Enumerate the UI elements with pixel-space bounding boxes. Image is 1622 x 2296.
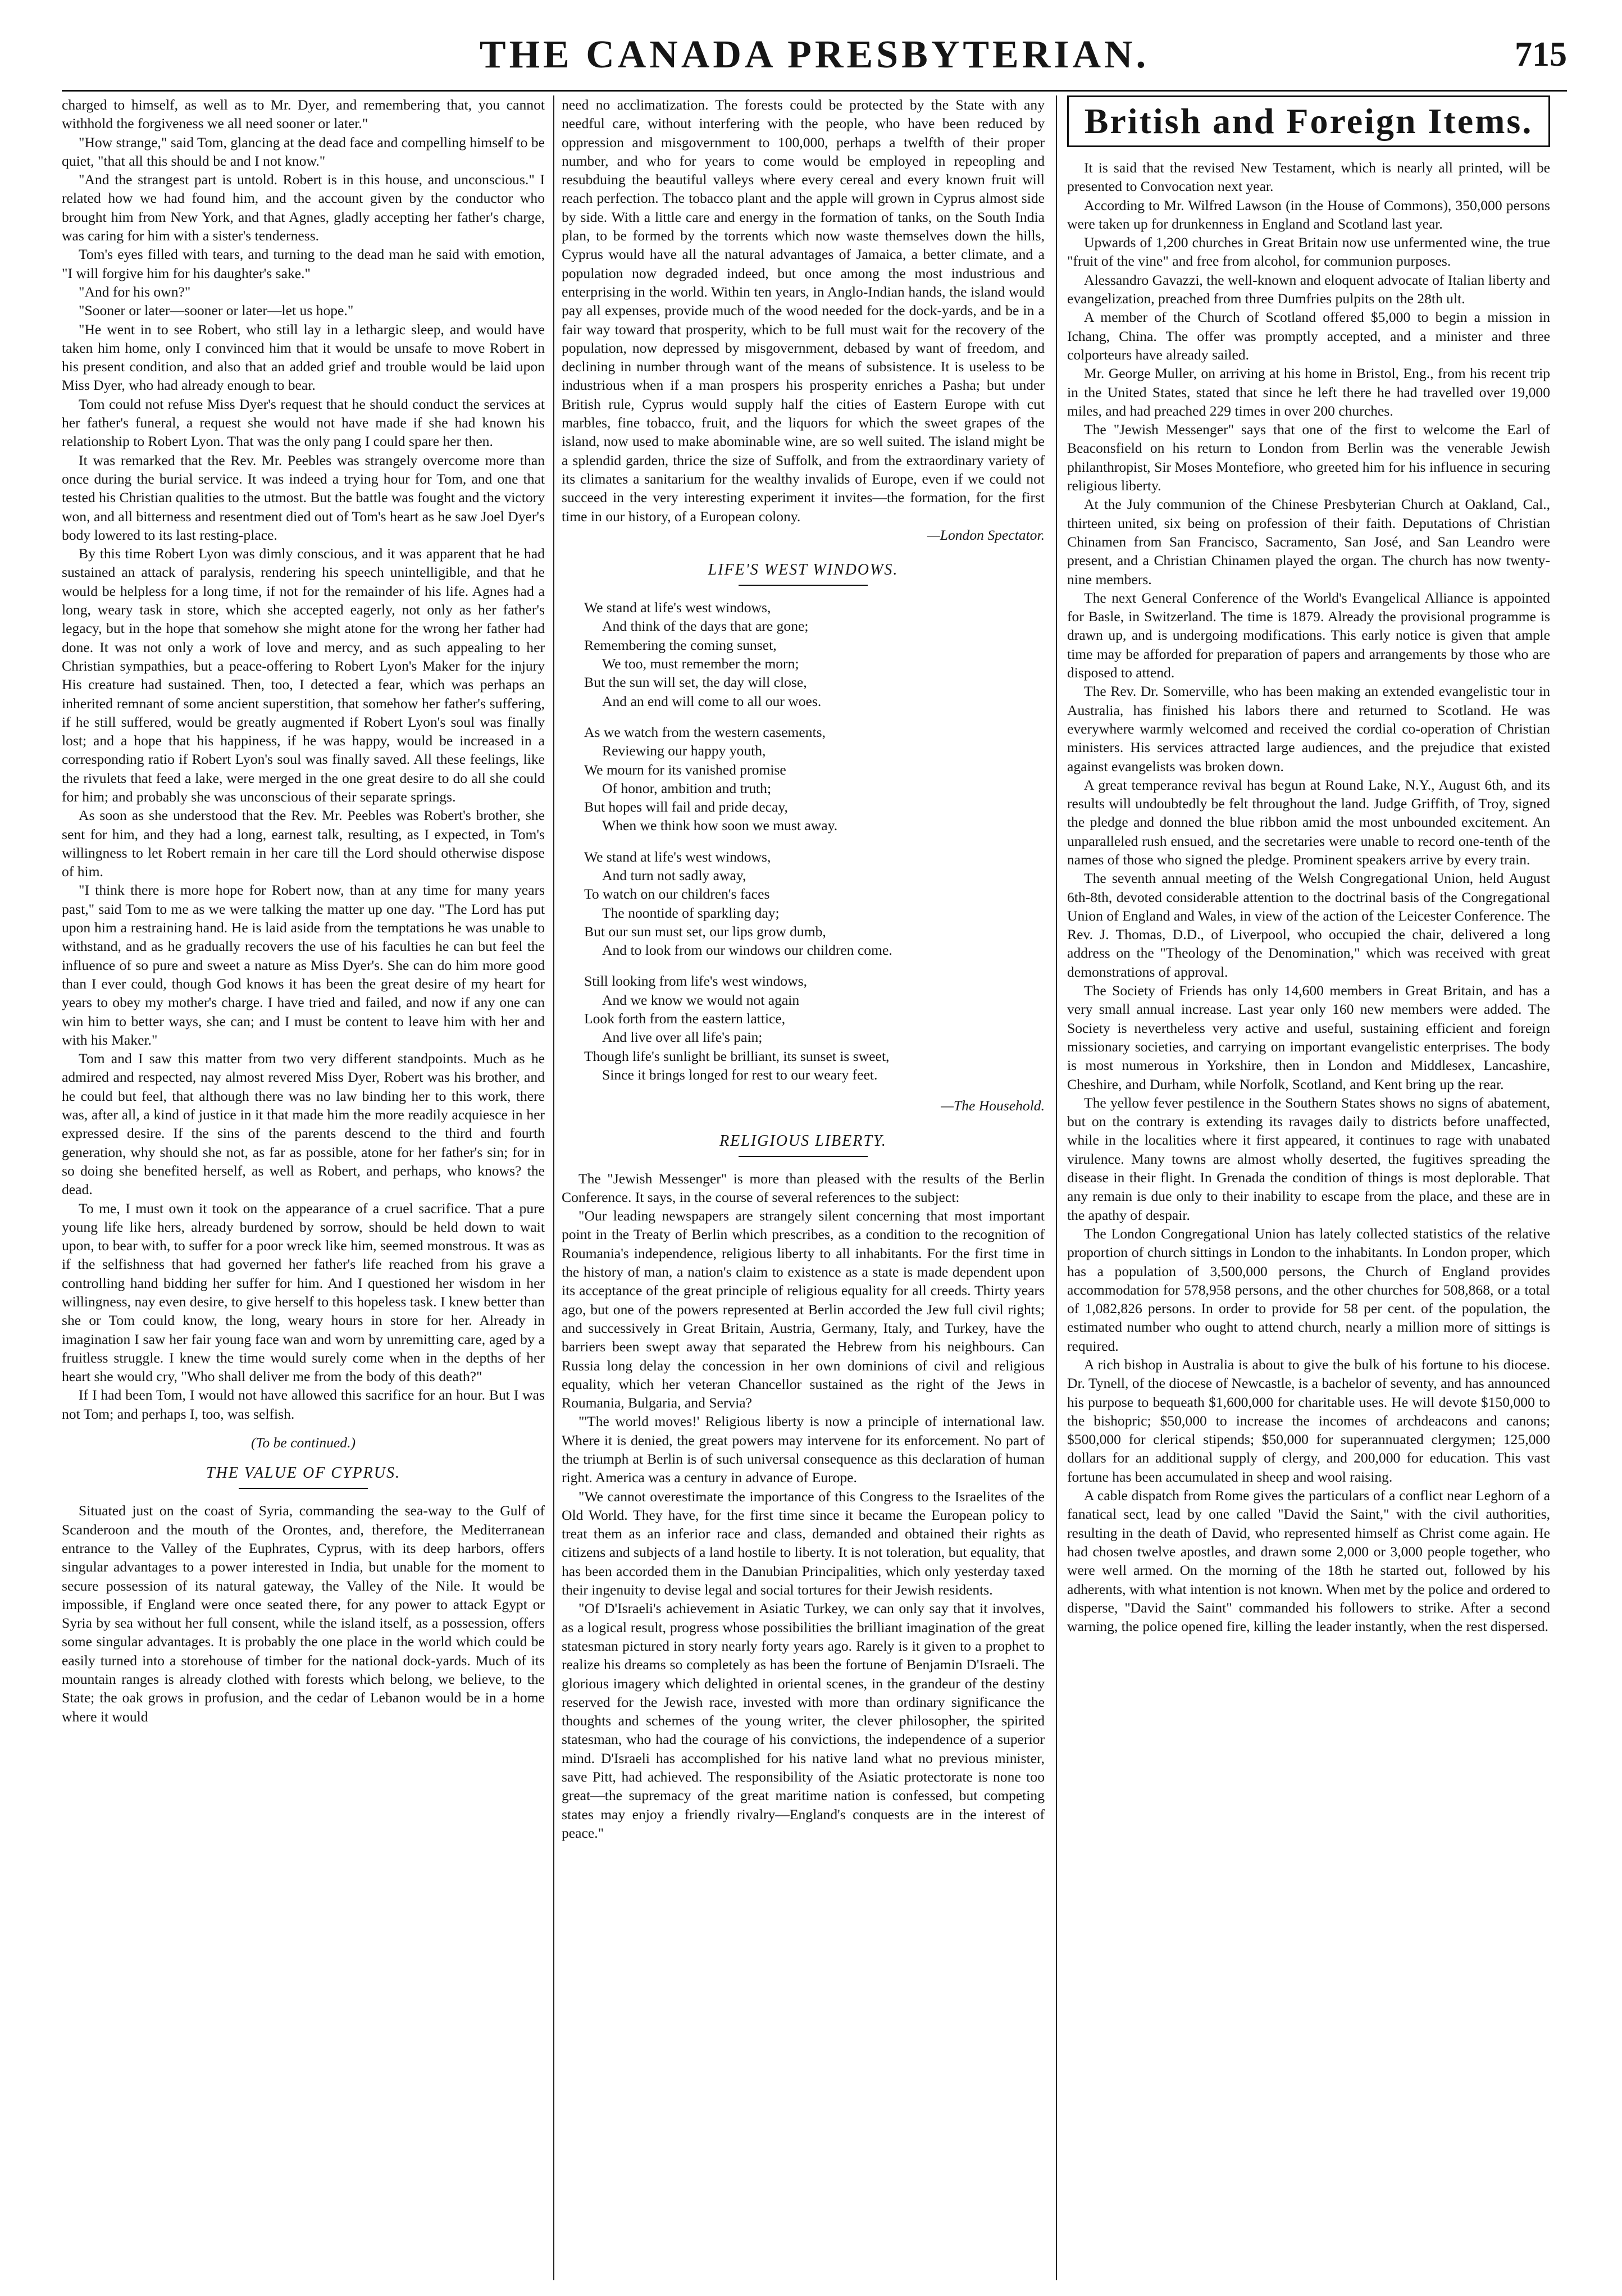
paragraph: The seventh annual meeting of the Welsh Congregational Union, held August 6th-8th, devoted considerable attention to the doctrinal basis of the Congregational Union of England and Wales, in view of the action of the Leicester Conference. The Rev. J. Thomas, D.D., of Liverpool, who occupied the chair, delivered a long address on the "Theology of the Denomination," which was received with great demonstrations of approval. xyxy=(1067,870,1550,980)
paragraph: The "Jewish Messenger" is more than pleased with the results of the Berlin Conference. It says, in the course of several references to the subject: xyxy=(562,1170,1045,1205)
poem-line: We too, must remember the morn; xyxy=(602,655,799,672)
story-continuation xyxy=(62,95,545,1423)
page-number: 715 xyxy=(1515,35,1567,74)
paragraph: A cable dispatch from Rome gives the particulars of a conflict near Leghorn of a fanatical sect, lead by one called "David the Saint," with the civil authorities, resulting in the death of David, who represented himself as Christ come again. He had chosen twelve apostles, and drawn some 2,000 or 3,000 people together, who were well armed. On the morning of the 18th he started out, followed by his adherents, with what intention is not known. When met by the police and ordered to disperse, "David the Saint" commanded his followers to strike. After a second warning, the police opened fire, killing the leader instantly, when the rest dispersed. xyxy=(1067,1487,1550,1635)
paragraph: The Rev. Dr. Somerville, who has been making an extended evangelistic tour in Australia, has finished his labors there and returned to Scotland. He was everywhere warmly welcomed and received the cordial co-operation of Christian ministers. His services attracted large audiences, and the prejudice that existed against evangelists was broken down. xyxy=(1067,683,1550,775)
british-foreign-items-title: British and Foreign Items. xyxy=(1067,95,1550,147)
poem-line: The noontide of sparkling day; xyxy=(602,904,780,921)
heading-rule xyxy=(239,1488,368,1489)
poem-line: We mourn for its vanished promise xyxy=(584,761,786,778)
column-divider xyxy=(1056,95,1057,2280)
poem-line: But our sun must set, our lips grow dumb, xyxy=(584,923,826,940)
paragraph: The next General Conference of the World's Evangelical Alliance is appointed for Basle, in Switzerland. The time is 1879. Already the provisional programme is drawn up, and is undergoing modifications. This early notice is given that ample time may be afforded for preparation of papers and arrangements by those who are disposed to attend. xyxy=(1067,589,1550,681)
paragraph: It was remarked that the Rev. Mr. Peebles was strangely overcome more than once during the burial service. It was indeed a trying hour for Tom, and one that tested his Christian qualities to the utmost. But the battle was fought and the victory won, and all bitterness and resentment died out of Tom's heart as he saw Joel Dyer's body lowered to its last resting-place. xyxy=(62,452,545,543)
poem-line: And we know we would not again xyxy=(602,991,800,1008)
poem-line: But the sun will set, the day will close, xyxy=(584,674,807,691)
paragraph: "Sooner or later—sooner or later—let us hope." xyxy=(79,302,354,319)
liberty-heading-text: RELIGIOUS LIBERTY. xyxy=(719,1132,887,1150)
paragraph: A great temperance revival has begun at Round Lake, N.Y., August 6th, and its results will undoubtedly be felt throughout the land. Judge Griffith, of Troy, signed the pledge and donned the blue ribbon amid the most unbounded excitement. An unparalleled rush ensued, and the secretaries were unable to record one-tenth of the names of those who signed the pledge. Prominent speakers arrive by every train. xyxy=(1067,776,1550,868)
poem-line: Still looking from life's west windows, xyxy=(584,973,808,990)
paragraph: By this time Robert Lyon was dimly conscious, and it was apparent that he had sustained an attack of paralysis, rendering his speech unintelligible, and that he would be helpless for a long time, if not for the remainder of his life. Agnes had a long, weary task in store, which she accepted eagerly, not only as her father's legacy, but in the hope that somehow she might atone for the wrong her father had done. It was not only a work of love and mercy, and as such appealing to her Christian sympathies, but a peace-offering to Robert Lyon's Maker for the injury His creature had sustained. Then, too, I detected a fear, which was perhaps an inherited remnant of some ancient superstition, that somehow her father's suffering, if he still suffered, would be greatly augmented if Robert Lyon's soul was finally lost; and a hope that his happiness, if he was happy, would be increased in a corresponding ratio if Robert Lyon's soul was finally saved. All these feelings, like the rivulets that feed a lake, were merged in the one great desire to do all she could for him; and probably she was unconscious of their separate springs. xyxy=(62,545,545,805)
paragraph: At the July communion of the Chinese Presbyterian Church at Oakland, Cal., thirteen united, six being on profession of their faith. Deputations of Christian Chinamen from San Francisco, Sacramento, San José, and San Leandro were present, and a Christian Chinamen played the organ. The church has now twenty-nine members. xyxy=(1067,496,1550,587)
paragraph: "And the strangest part is untold. Robert is in this house, and unconscious." I related how we had found him, and the account given by the conductor who brought him from New York, and that Agnes, gladly accepting her father's charge, was caring for him with a sister's tenderness. xyxy=(62,171,545,244)
paragraph: To me, I must own it took on the appearance of a cruel sacrifice. That a pure young life like hers, already burdened by sorrow, should be held down to wait upon, to bear with, to suffer for a poor wreck like him, seemed monstrous. It was as if the selfishness that had governed her father's life reached from his grave a controlling hand bidding her suffer for him. And I questioned her wisdom in her willingness, nay even desire, to give herself to this hopeless task. I knew better than she or Tom could know, the long, weary hours in store for her. Already in imagination I saw her fair young face wan and worn by unremitting care, aged by a fruitless struggle. I knew the time would surely come when in the depths of her heart she would cry, "Who shall deliver me from the body of this death?" xyxy=(62,1200,545,1385)
heading-rule xyxy=(739,1156,868,1157)
paragraph: Upwards of 1,200 churches in Great Britain now use unfermented wine, the true "fruit of the vine" and free from alcohol, for communion purposes. xyxy=(1067,234,1550,270)
poem-line: To watch on our children's faces xyxy=(584,886,770,903)
poem-stanza xyxy=(584,598,1045,710)
cyprus-heading-text: THE VALUE OF CYPRUS. xyxy=(206,1464,400,1482)
paragraph: "Our leading newspapers are strangely silent concerning that most important point in the Treaty of Berlin which prescribes, as a condition to the recognition of Roumania's independence, religious liberty to all inhabitants. For the first time in the history of man, a nation's claim to existence as a state is made dependent upon its acceptance of the great principle of religious equality for all creeds. Thirty years ago, but one of the powers represented at Berlin accorded the Jew full civil rights; and successively in Great Britain, Austria, Germany, Italy, and Turkey, have the barriers been swept away that separated the Hebrew from his neighbours. Can Russia long delay the concession in her own dominions of civil and religious equality, which her veteran Chancellor sustained as the right of the Jews in Roumania, Bulgaria, and Servia? xyxy=(562,1208,1045,1411)
poem-lifes-west-windows xyxy=(584,598,1045,1084)
paragraph: If I had been Tom, I would not have allowed this sacrifice for an hour. But I was not Tom; and perhaps I, too, was selfish. xyxy=(62,1387,545,1422)
paragraph: According to Mr. Wilfred Lawson (in the House of Commons), 350,000 persons were taken up for drunkenness in England and Scotland last year. xyxy=(1067,197,1550,232)
news-items-list xyxy=(1067,158,1550,1636)
cyprus-article xyxy=(62,1501,545,1726)
paragraph: The yellow fever pestilence in the Southern States shows no signs of abatement, but on the contrary is extending its ravages daily to districts before unaffected, while in the localities where it first appeared, it continues to rage with unabated virulence. Many towns are almost wholly deserted, the fugitives spreading the disease in their flight. In Grenada the condition of things is most deplorable. That any remain is due only to their inability to escape from the place, and these are in the apathy of despair. xyxy=(1067,1094,1550,1223)
paragraph: Mr. George Muller, on arriving at his home in Bristol, Eng., from his recent trip in the United States, stated that since he left there he had travelled over 19,000 miles, and had preached 229 times in over 200 churches. xyxy=(1067,365,1550,419)
poem-line: And to look from our windows our children come. xyxy=(602,942,892,959)
poem-line: And think of the days that are gone; xyxy=(602,618,809,635)
poem-source: —The Household. xyxy=(941,1097,1045,1114)
publication-title: THE CANADA PRESBYTERIAN. xyxy=(479,33,1150,76)
poem-line: We stand at life's west windows, xyxy=(584,599,771,616)
column-right xyxy=(1067,95,1550,2286)
poem-stanza xyxy=(584,723,1045,835)
religious-liberty-article xyxy=(562,1169,1045,1843)
masthead xyxy=(62,22,1567,92)
paragraph: Tom could not refuse Miss Dyer's request that he should conduct the services at her father's funeral, a request she would not have made if she had known his relationship to Robert Lyon. That was the only pang I could spare her then. xyxy=(62,395,545,450)
poem-stanza xyxy=(584,972,1045,1084)
poem-line: And turn not sadly away, xyxy=(602,867,746,883)
paragraph: Situated just on the coast of Syria, commanding the sea-way to the Gulf of Scanderoon and the mouth of the Orontes, and, therefore, the Mediterranean entrance to the Valley of the Euphrates, Cyprus, with its deep harbors, offers singular advantages to a power interested in India, but unable for the moment to secure possession of its natural gateway, the Valley of the Nile. It would be impossible, if England were once seated there, for any power to attack Egypt or Syria by sea without her full consent, while the island itself, as a possession, offers some singular advantages. It is probably the one place in the world which could be easily turned into a storehouse of timber for the national dock-yards. Much of its mountain ranges is already clothed with forests which belong, we believe, to the State; the oak grows in profusion, and the cedar of Lebanon would be in a home where it would xyxy=(62,1502,545,1725)
heading-rule xyxy=(739,585,868,586)
poem-heading-text: LIFE'S WEST WINDOWS. xyxy=(708,561,899,579)
poem-line: When we think how soon we must away. xyxy=(602,817,838,834)
paragraph: Tom's eyes filled with tears, and turning to the dead man he said with emotion, "I will forgive him for his daughter's sake." xyxy=(62,246,545,281)
cyprus-heading xyxy=(62,1464,545,1489)
paragraph: "How strange," said Tom, glancing at the dead face and compelling himself to be quiet, "that all this should be and I not know." xyxy=(62,134,545,169)
poem-line: Though life's sunlight be brilliant, its sunset is sweet, xyxy=(584,1047,890,1064)
poem-line: As we watch from the western casements, xyxy=(584,723,826,740)
paragraph: As soon as she understood that the Rev. Mr. Peebles was Robert's brother, she sent for him, and they had a long, earnest talk, resulting, as I expected, in Tom's willingness to let Robert remain in her care till the Lord should otherwise dispose of him. xyxy=(62,807,545,880)
paragraph: "We cannot overestimate the importance of this Congress to the Israelites of the Old World. They have, for the first time since it became the European policy to treat them as an inferior race and class, demanded and obtained their rights as citizens and subjects of a land hostile to liberty. It is not toleration, but equality, that has been accorded them in the Danubian Principalities, which only yesterday taxed their ingenuity to devise legal and social tortures for their Jewish residents. xyxy=(562,1488,1045,1598)
poem-line: And live over all life's pain; xyxy=(602,1029,763,1046)
paragraph: A rich bishop in Australia is about to give the bulk of his fortune to his diocese. Dr. Tynell, of the diocese of Newcastle, is a bachelor of seventy, and has announced his purpose to bequeath $1,600,000 for charitable uses. He will devote $150,000 to the bishopric; $50,000 to increase the incomes of archdeacons and canons; $500,000 for clerical stipends; $50,000 for superannuated clergymen; 125,000 dollars for an additional supply of clergy, and 200,000 for education. This vast fortune has been accumulated in sheep and wool raising. xyxy=(1067,1356,1550,1485)
paragraph: Alessandro Gavazzi, the well-known and eloquent advocate of Italian liberty and evangelization, preached from three Dumfries pulpits on the 28th ult. xyxy=(1067,271,1550,307)
poem-line: Look forth from the eastern lattice, xyxy=(584,1010,786,1027)
paragraph: Tom and I saw this matter from two very different standpoints. Much as he admired and respected, nay almost revered Miss Dyer, Robert was his brother, and he could but feel, that although there was no law binding her to this work, there was, after all, a kind of justice in it that made him the more readily acquiesce in her expressed desire. If the sins of the parents descend to the third and fourth generation, why should she not, as far as possible, atone for her father's sin; for in so doing she benefited herself, as well as Robert, and perhaps, who knows? the dead. xyxy=(62,1050,545,1198)
to-be-continued: (To be continued.) xyxy=(250,1434,356,1451)
poem-line: We stand at life's west windows, xyxy=(584,848,771,865)
cyprus-continuation: need no acclimatization. The forests could be protected by the State with any needful care, without interfering with the people, who have been reduced by oppression and misgovernment to 100,000, perhaps a twelfth of their proper number, and who for years to come would be employed in repeopling and resubduing the beautiful valleys where every cereal and every known fruit will reach perfection. The tobacco plant and the apple will grown in Cyprus almost side by side. With a little care and energy in the formation of tanks, on the South India plan, to be formed by the torrents which now waste themselves down the hills, Cyprus would have all the natural advantages of Jamaica, a better climate, and a population now degraded indeed, but once among the most industrious and enterprising in the world. Within ten years, in Anglo-Indian hands, the island would pay all expenses, provide much of the wood needed for the dock-yards, and be in a fair way toward that prosperity, which to be full must wait for the recovery of the population, now depressed by misgovernment, debased by want of freedom, and declining in number through want of the means of subsistence. It is useless to be industrious when if a man prospers his prosperity enriches a Pasha; but under British rule, Cyprus would supply half the cities of Eastern Europe with cut marbles, fine tobacco, fruit, and the liquors for which the sweet grapes of the island, now used to make abominable wine, are so well suited. The island might be a splendid garden, thrice the size of Suffolk, and from the extraordinary variety of its climates a sanitarium for the wealthy invalids of Europe, even if we could not succeed in the very interesting experiment it invites—the formation, for the first time in our history, of a European colony. xyxy=(562,97,1045,525)
paragraph: "He went in to see Robert, who still lay in a lethargic sleep, and would have taken him home, only I convinced him that it would be unsafe to move Robert in his present condition, and also that an added grief and trouble would be laid upon Miss Dyer, who had already enough to bear. xyxy=(62,321,545,394)
poem-stanza xyxy=(584,848,1045,960)
column-left xyxy=(62,95,545,2286)
column-divider xyxy=(553,95,554,2280)
paragraph: The London Congregational Union has lately collected statistics of the relative proportion of church sittings in London to the inhabitants. In London proper, which has a population of 3,500,000 persons, the Church of England provides accommodation for 578,958 persons, and the other churches for 508,868, or a total of 1,082,826 persons. In order to provide for 58 per cent. of the population, the estimated number who ought to attend church, nearly a million more of sittings is required. xyxy=(1067,1225,1550,1354)
paragraph: A member of the Church of Scotland offered $5,000 to begin a mission in Ichang, China. The offer was promptly accepted, and a minister and three colporteurs have already sailed. xyxy=(1067,309,1550,363)
poem-heading xyxy=(562,561,1045,586)
liberty-heading xyxy=(562,1132,1045,1157)
paragraph: charged to himself, as well as to Mr. Dyer, and remembering that, you cannot withhold the forgiveness we all need sooner or later." xyxy=(62,97,545,132)
poem-line: And an end will come to all our woes. xyxy=(602,693,822,709)
paragraph: "'The world moves!' Religious liberty is now a principle of international law. Where it is denied, the great powers may intervene for its enforcement. No part of the triumph at Berlin is of such universal consequence as this declaration of human right. America was a century in advance of Europe. xyxy=(562,1413,1045,1486)
paragraph: The Society of Friends has only 14,600 members in Great Britain, and has a very small annual increase. Last year only 160 new members were added. The Society is nevertheless very active and useful, sustaining efficient and foreign missionary societies, and carrying on important evangelistic enterprises. The body is most numerous in Yorkshire, then in London and Middlesex, Lancashire, Cheshire, and Durham, while Norfolk, Scotland, and Kent bring up the rear. xyxy=(1067,982,1550,1092)
paragraph: It is said that the revised New Testament, which is nearly all printed, will be presented to Convocation next year. xyxy=(1067,160,1550,195)
paragraph: "And for his own?" xyxy=(79,283,191,300)
paragraph: "Of D'Israeli's achievement in Asiatic Turkey, we can only say that it involves, as a logical result, progress whose possibilities the brilliant imagination of the great statesman pictured in story nearly forty years ago. Rarely is it given to a prophet to realize his dreams so completely as has been the fortune of Benjamin D'Israeli. The glorious imagery which delighted in oriental scenes, in the grandeur of the destiny reserved for the Jewish race, invested with more than ordinary significance the thoughts and schemes of the young writer, the clever philosopher, the spirited statesman, who had the courage of his convictions, the independence of a superior mind. D'Israeli has accomplished for his native land what no previous minister, save Pitt, had achieved. The responsibility of the Asiatic protectorate is none too great—the supremacy of the great maritime nation is confessed, but competing states may enjoy a friendly rivalry—England's conquests are in the interest of peace." xyxy=(562,1600,1045,1841)
paragraph: "I think there is more hope for Robert now, than at any time for many years past," said Tom to me as we were talking the matter up one day. "The Lord has put upon him a restraining hand. He is laid aside from the temptations he was unable to withstand, and as he gradually recovers the use of his faculties he can but feel the influence of so pure and sweet a nature as Miss Dyer's. She can do him more good than I ever could, though God knows it has been the great desire of my heart for years to obey my mother's charge. I have tried and failed, and now if any one can win him to better ways, she can; and I must be content to leave him with her and with his Maker." xyxy=(62,882,545,1048)
poem-line: Reviewing our happy youth, xyxy=(602,742,766,759)
poem-line: Since it brings longed for rest to our weary feet. xyxy=(602,1066,878,1083)
poem-line: But hopes will fail and pride decay, xyxy=(584,799,788,816)
cyprus-source: —London Spectator. xyxy=(927,526,1045,543)
paragraph: The "Jewish Messenger" says that one of the first to welcome the Earl of Beaconsfield on his return to London from Berlin was the venerable Jewish philanthropist, Sir Moses Montefiore, who greeted him for his influence in securing religious liberty. xyxy=(1067,421,1550,494)
poem-line: Of honor, ambition and truth; xyxy=(602,780,772,796)
poem-line: Remembering the coming sunset, xyxy=(584,636,777,653)
column-middle xyxy=(562,95,1045,2286)
